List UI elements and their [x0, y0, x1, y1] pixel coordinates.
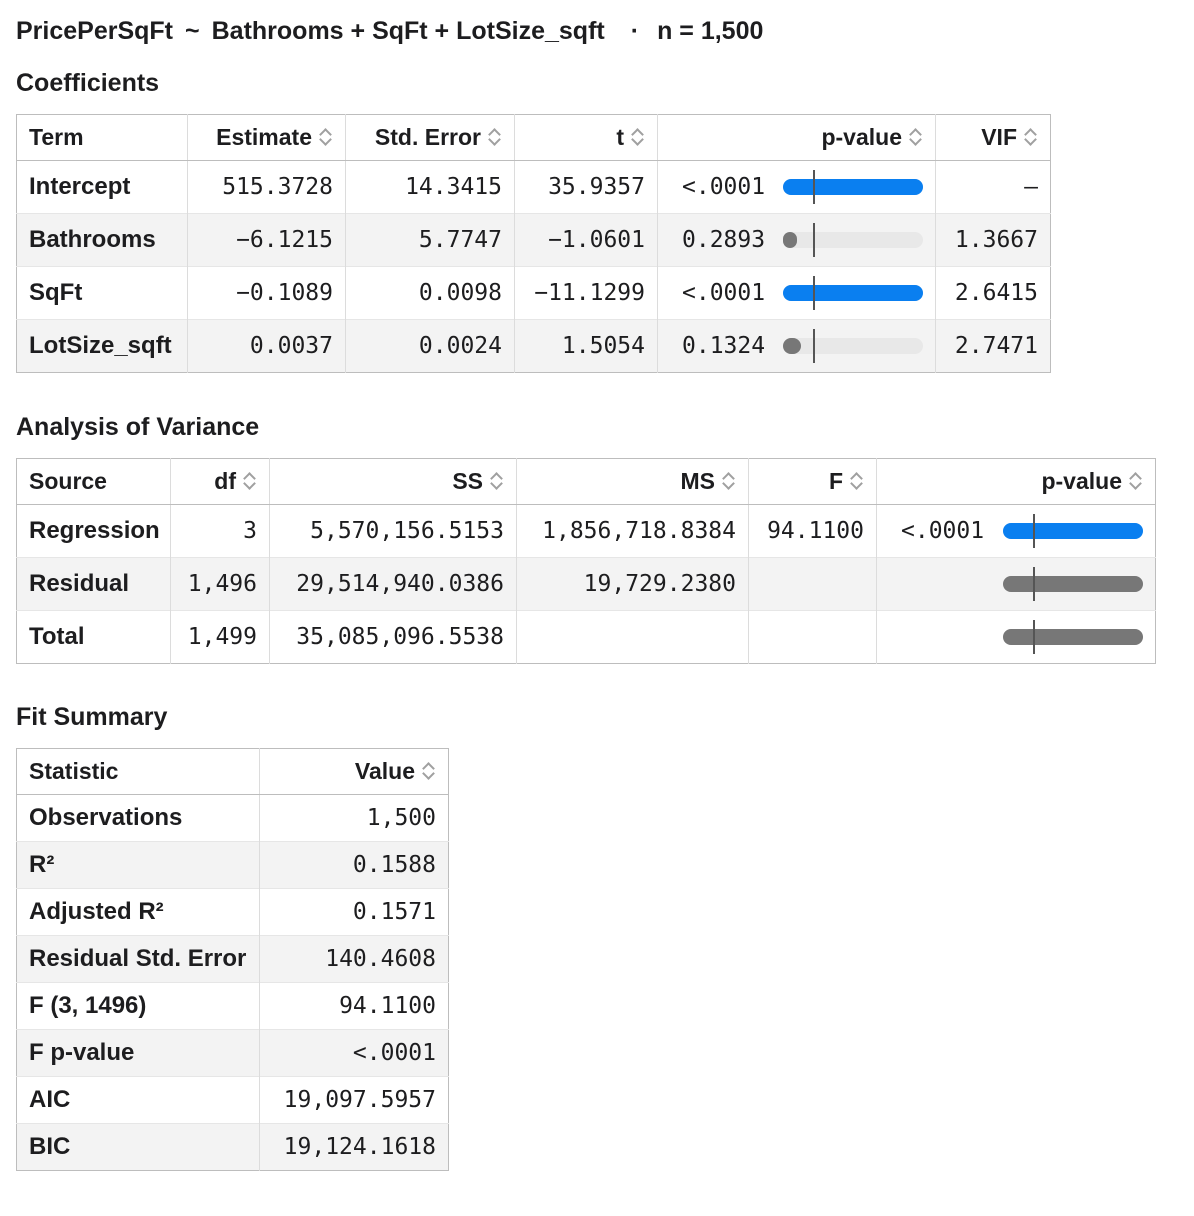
- p-value-bar: [783, 179, 923, 195]
- p-value-threshold-tick: [1033, 514, 1035, 548]
- df-cell: 3: [171, 505, 270, 558]
- sort-icon[interactable]: [850, 471, 864, 491]
- formula-separator: ·: [630, 17, 640, 45]
- table-row: [17, 320, 1051, 373]
- col-header-ss[interactable]: SS: [270, 459, 517, 505]
- table-row: [17, 795, 449, 842]
- coefficients-table: [16, 114, 1051, 373]
- col-header-t[interactable]: t: [515, 115, 658, 161]
- std-error-cell: 5.7747: [346, 214, 515, 267]
- col-header-source[interactable]: Source: [17, 459, 171, 505]
- sort-icon[interactable]: [1024, 127, 1038, 147]
- statistic-cell: R²: [17, 842, 260, 889]
- formula-tilde: ~: [185, 17, 200, 45]
- statistic-cell: Observations: [17, 795, 260, 842]
- value-cell: 19,124.1618: [260, 1124, 449, 1171]
- formula-response: PricePerSqFt: [16, 17, 174, 45]
- term-cell: SqFt: [17, 267, 188, 320]
- df-cell: 1,496: [171, 558, 270, 611]
- sort-icon[interactable]: [243, 471, 257, 491]
- col-header-estimate[interactable]: Estimate: [188, 115, 346, 161]
- sort-icon[interactable]: [722, 471, 736, 491]
- p-value-cell: [658, 214, 936, 267]
- table-row: [17, 558, 1156, 611]
- col-header-ms[interactable]: MS: [517, 459, 749, 505]
- source-cell: Residual: [17, 558, 171, 611]
- table-row: [17, 267, 1051, 320]
- table-row: [17, 842, 449, 889]
- statistic-cell: F (3, 1496): [17, 983, 260, 1030]
- p-value-cell: [877, 558, 1156, 611]
- p-value-threshold-tick: [813, 223, 815, 257]
- table-row: [17, 889, 449, 936]
- ms-cell: 1,856,718.8384: [517, 505, 749, 558]
- source-cell: Regression: [17, 505, 171, 558]
- fit-summary-heading: Fit Summary: [16, 703, 168, 731]
- sort-icon[interactable]: [909, 127, 923, 147]
- p-value-bar-fill: [1003, 629, 1143, 645]
- p-value-bar-fill: [783, 285, 923, 301]
- p-value-bar-fill: [1003, 576, 1143, 592]
- value-cell: 0.1588: [260, 842, 449, 889]
- p-value-threshold-tick: [813, 170, 815, 204]
- col-header-statistic[interactable]: Statistic: [17, 749, 260, 795]
- col-header-p-value[interactable]: p-value: [658, 115, 936, 161]
- table-row: [17, 1124, 449, 1171]
- value-cell: 94.1100: [260, 983, 449, 1030]
- t-cell: 1.5054: [515, 320, 658, 373]
- p-value-bar: [1003, 576, 1143, 592]
- sort-icon[interactable]: [422, 761, 436, 781]
- ss-cell: 35,085,096.5538: [270, 611, 517, 664]
- sort-icon[interactable]: [319, 127, 333, 147]
- table-row: [17, 161, 1051, 214]
- ms-cell: [517, 611, 749, 664]
- sort-icon[interactable]: [631, 127, 645, 147]
- std-error-cell: 0.0024: [346, 320, 515, 373]
- estimate-cell: −0.1089: [188, 267, 346, 320]
- f-cell: [749, 611, 877, 664]
- anova-heading: Analysis of Variance: [16, 413, 260, 441]
- table-row: [17, 611, 1156, 664]
- col-header-std-error[interactable]: Std. Error: [346, 115, 515, 161]
- p-value-threshold-tick: [813, 276, 815, 310]
- p-value-bar: [783, 232, 923, 248]
- p-value-bar: [1003, 629, 1143, 645]
- sort-icon[interactable]: [1129, 471, 1143, 491]
- ss-cell: 5,570,156.5153: [270, 505, 517, 558]
- df-cell: 1,499: [171, 611, 270, 664]
- p-value-threshold-tick: [1033, 567, 1035, 601]
- source-cell: Total: [17, 611, 171, 664]
- t-cell: −11.1299: [515, 267, 658, 320]
- value-cell: 140.4608: [260, 936, 449, 983]
- p-value-bar-fill: [1003, 523, 1143, 539]
- p-value-cell: [877, 505, 1156, 558]
- ms-cell: 19,729.2380: [517, 558, 749, 611]
- model-formula: [16, 14, 763, 48]
- sort-icon[interactable]: [490, 471, 504, 491]
- std-error-cell: 0.0098: [346, 267, 515, 320]
- vif-cell: 2.6415: [936, 267, 1051, 320]
- estimate-cell: 0.0037: [188, 320, 346, 373]
- col-header-df[interactable]: df: [171, 459, 270, 505]
- term-cell: Intercept: [17, 161, 188, 214]
- value-cell: 1,500: [366, 805, 436, 831]
- value-cell: 0.1571: [260, 889, 449, 936]
- p-value-text: 0.1324: [682, 333, 766, 359]
- col-header-f[interactable]: F: [749, 459, 877, 505]
- formula-n: n = 1,500: [657, 17, 764, 45]
- p-value-cell: [658, 267, 936, 320]
- p-value-cell: [877, 611, 1156, 664]
- t-cell: −1.0601: [515, 214, 658, 267]
- vif-cell: –: [1024, 174, 1038, 200]
- statistic-cell: Residual Std. Error: [17, 936, 260, 983]
- statistic-cell: AIC: [17, 1077, 260, 1124]
- term-cell: Bathrooms: [17, 214, 188, 267]
- sort-icon[interactable]: [488, 127, 502, 147]
- p-value-bar: [1003, 523, 1143, 539]
- estimate-cell: −6.1215: [188, 214, 346, 267]
- f-cell: 94.1100: [749, 505, 877, 558]
- statistic-cell: BIC: [17, 1124, 260, 1171]
- std-error-cell: 14.3415: [346, 161, 515, 214]
- table-row: [17, 1030, 449, 1077]
- p-value-cell: [658, 161, 936, 214]
- coefficients-heading: Coefficients: [16, 69, 160, 97]
- col-header-vif[interactable]: VIF: [936, 115, 1051, 161]
- col-header-value[interactable]: Value: [260, 749, 449, 795]
- p-value-threshold-tick: [813, 329, 815, 363]
- table-row: [17, 1077, 449, 1124]
- p-value-cell: [658, 320, 936, 373]
- fit-summary-table: [16, 748, 449, 1171]
- table-row: [17, 214, 1051, 267]
- vif-cell: 2.7471: [936, 320, 1051, 373]
- anova-table: [16, 458, 1156, 664]
- value-cell: 19,097.5957: [260, 1077, 449, 1124]
- table-row: [17, 505, 1156, 558]
- p-value-text: 0.2893: [682, 227, 766, 253]
- p-value-threshold-tick: [1033, 620, 1035, 654]
- col-header-anova-p-value[interactable]: p-value: [877, 459, 1156, 505]
- formula-predictors: Bathrooms + SqFt + LotSize_sqft: [211, 17, 605, 45]
- p-value-bar-fill: [783, 232, 797, 248]
- value-cell: <.0001: [260, 1030, 449, 1077]
- statistic-cell: Adjusted R²: [17, 889, 260, 936]
- p-value-bar: [783, 285, 923, 301]
- t-cell: 35.9357: [515, 161, 658, 214]
- table-row: [17, 936, 449, 983]
- f-cell: [749, 558, 877, 611]
- term-cell: LotSize_sqft: [17, 320, 188, 373]
- statistic-cell: F p-value: [17, 1030, 260, 1077]
- p-value-text: <.0001: [682, 174, 766, 200]
- p-value-bar-fill: [783, 338, 801, 354]
- vif-cell: 1.3667: [936, 214, 1051, 267]
- table-row: [17, 983, 449, 1030]
- col-header-term[interactable]: Term: [17, 115, 188, 161]
- p-value-bar-fill: [783, 179, 923, 195]
- p-value-bar: [783, 338, 923, 354]
- ss-cell: 29,514,940.0386: [270, 558, 517, 611]
- p-value-text: <.0001: [901, 518, 985, 544]
- estimate-cell: 515.3728: [188, 161, 346, 214]
- p-value-text: <.0001: [682, 280, 766, 306]
